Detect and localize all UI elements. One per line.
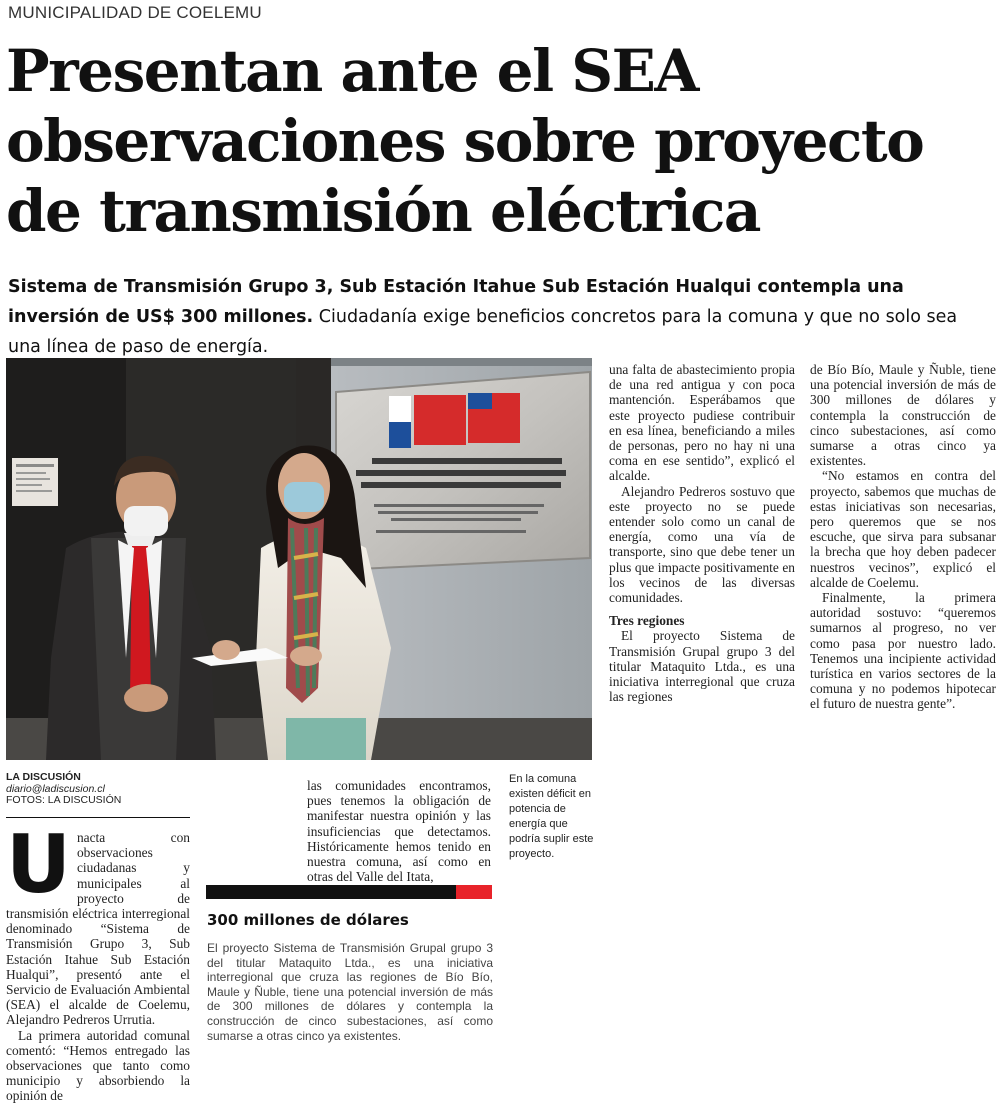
article-column-2 xyxy=(307,778,491,884)
drop-cap: U xyxy=(6,818,71,911)
article-column-3 xyxy=(609,362,795,704)
lead-paragraph xyxy=(6,818,190,1028)
paragraph: “No estamos en contra del proyecto, sabemos que muchas de estas iniciativas son necesarias, pero queremos que se nos escuche, que sirva para subsanar la brecha que hoy deben padecer nuestros vecinos”, explicó el alcalde de Coelemu. xyxy=(810,468,996,590)
article-column-4 xyxy=(810,362,996,712)
paragraph: El proyecto Sistema de Transmisión Grupal grupo 3 del titular Mataquito Ltda., es una iniciativa interregional que cruza las regiones xyxy=(609,628,795,705)
factbox-bar xyxy=(206,885,492,899)
headline xyxy=(6,36,996,246)
headline-line-1: Presentan ante el SEA xyxy=(6,37,698,105)
article-column-1 xyxy=(6,818,190,1104)
article-photo xyxy=(6,358,592,760)
paragraph: Finalmente, la primera autoridad sostuvo: “queremos sumarnos al progreso, no ver como pasa por nuestro lado. Tenemos una incipiente actividad turística en varios sectores de la comuna y no podemos hipotecar el futuro de nuestra gente”. xyxy=(810,590,996,712)
deck-bold: Sistema de Transmisión Grupo 3, Sub Estación Itahue Sub Estación Hualqui contempla una inversión de US$ 300 millones. xyxy=(8,277,904,327)
deck-regular: Ciudadanía exige beneficios concretos para la comuna y que no solo sea una línea de paso de energía. xyxy=(8,307,958,357)
byline-source: LA DISCUSIÓN xyxy=(6,771,81,783)
paragraph: las comunidades encontramos, pues tenemos la obligación de manifestar nuestra opinión y las insuficiencias que detectamos. Históricamente hemos tenido en nuestra comuna, así como en otras del Valle del Itata, xyxy=(307,778,491,885)
factbox-bar-dark xyxy=(206,885,456,899)
photo-illustration xyxy=(6,358,592,760)
factbox-title: 300 millones de dólares xyxy=(207,911,409,929)
byline-email[interactable]: diario@ladiscusion.cl xyxy=(6,782,105,795)
byline xyxy=(6,772,176,807)
photo-credit: FOTOS: LA DISCUSIÓN xyxy=(6,794,122,806)
lead-text: nacta con observaciones ciudadanas y municipales al proyecto de transmisión eléctrica interregional denominado “Sistema de Transmisión Grupo 3, Sub Estación Itahue Sub Estación Hualqui”, presentó ante el Servicio de Evaluación Ambiental (SEA) el alcalde de Coelemu, Alejandro Pedreros Urrutia. xyxy=(6,830,190,1028)
headline-line-2: observaciones sobre proyecto xyxy=(6,107,924,175)
paragraph: de Bío Bío, Maule y Ñuble, tiene una potencial inversión de más de 300 millones de dólares y contempla la construcción de cinco subestaciones, así como sumarse a otras cinco ya existentes. xyxy=(810,362,996,469)
paragraph: una falta de abastecimiento propia de una red antigua y con poca mantención. Esperábamos que este proyecto pudiese contribuir en esa línea, beneficiando a miles de personas, pero no hay ni una coma en ese sentido”, explicó el alcalde. xyxy=(609,362,795,484)
section-label: MUNICIPALIDAD DE COELEMU xyxy=(8,3,262,22)
factbox-text: El proyecto Sistema de Transmisión Grupal grupo 3 del titular Mataquito Ltda., es una iniciativa interregional que cruza las regiones de Bío Bío, Maule y Ñuble, tiene una potencial inversión de más de 300 millones de dólares y contempla la construcción de cinco subestaciones, así como sumarse a otras cinco ya existentes. xyxy=(207,941,493,1043)
subheading: Tres regiones xyxy=(609,613,685,629)
paragraph: La primera autoridad comunal comentó: “Hemos entregado las observaciones que tanto como municipio y absorbiendo la opinión de xyxy=(6,1027,190,1104)
headline-line-3: de transmisión eléctrica xyxy=(6,177,760,245)
pull-quote: En la comuna existen déficit en potencia de energía que podría suplir este proyecto. xyxy=(509,773,594,860)
factbox-bar-accent xyxy=(456,885,492,899)
deck xyxy=(8,272,993,362)
paragraph: Alejandro Pedreros sostuvo que este proyecto no se puede entender solo como un canal de energía, como una vía de transporte, sino que debe tener un plus que impacte positivamente en los vecinos de las diversas comunidades. xyxy=(609,483,795,606)
